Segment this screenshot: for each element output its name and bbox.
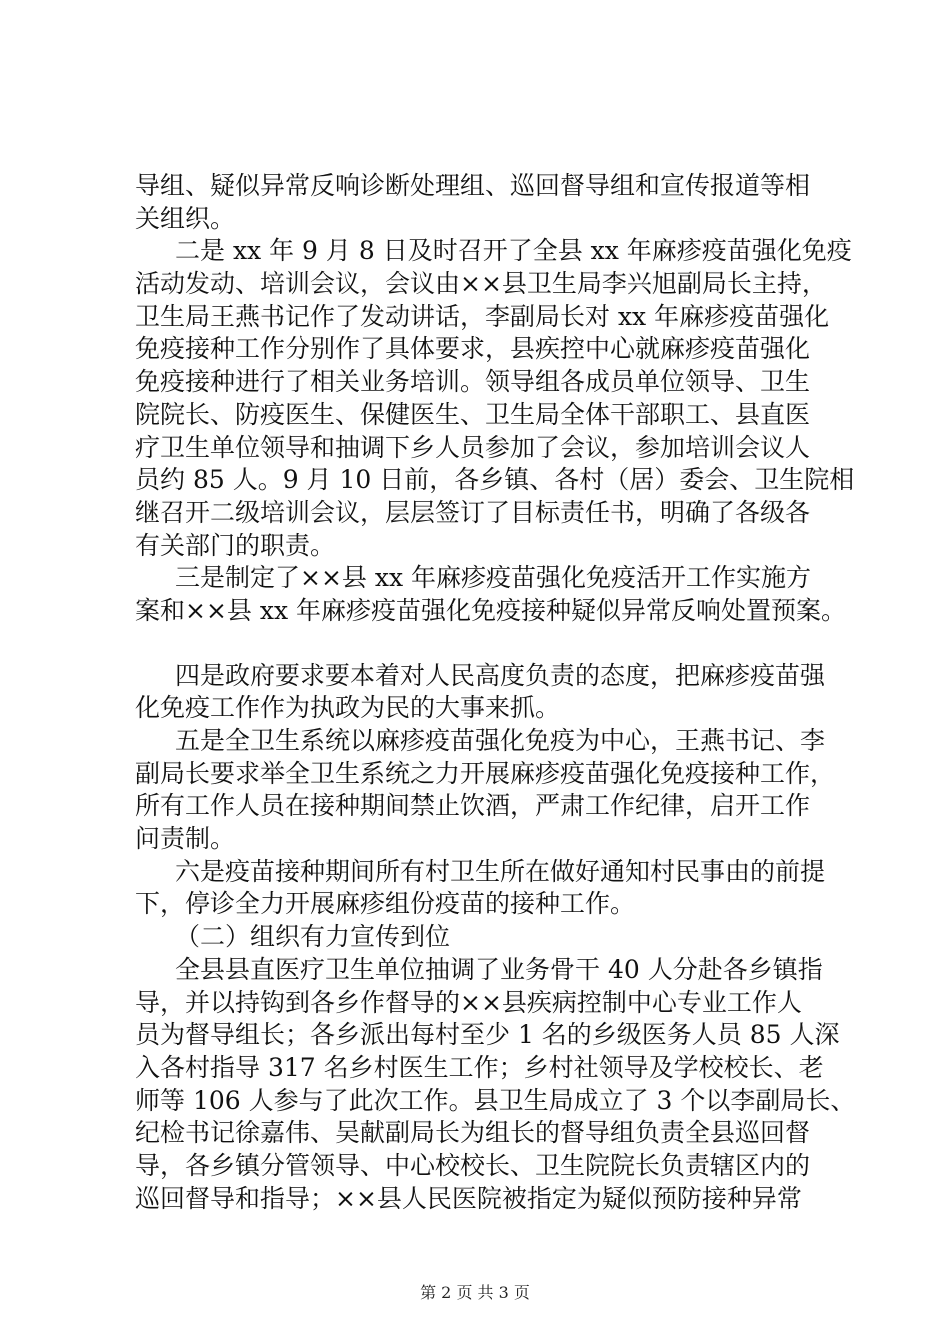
text-line: 全县县直医疗卫生单位抽调了业务骨干 40 人分赴各乡镇指 xyxy=(175,954,823,984)
text-line: 四是政府要求要本着对人民高度负责的态度，把麻疹疫苗强 xyxy=(175,660,826,690)
text-line: 三是制定了××县 xx 年麻疹疫苗强化免疫活开工作实施方 xyxy=(175,563,811,593)
text-line: 问责制。 xyxy=(135,824,236,854)
text-line: 案和××县 xx 年麻疹疫苗强化免疫接种疑似异常反响处置预案。 xyxy=(135,595,846,625)
text-line: 免疫接种进行了相关业务培训。领导组各成员单位领导、卫生 xyxy=(135,367,811,397)
page-footer: 第 2 页 共 3 页 xyxy=(420,1283,530,1302)
text-line: 导，各乡镇分管领导、中心校校长、卫生院院长负责辖区内的 xyxy=(135,1150,811,1180)
text-line: 员为督导组长；各乡派出每村至少 1 名的乡级医务人员 85 人深 xyxy=(135,1020,840,1050)
text-line: 纪检书记徐嘉伟、吴献副局长为组长的督导组负责全县巡回督 xyxy=(135,1118,811,1148)
text-line: 有关部门的职责。 xyxy=(135,530,336,560)
text-line: 六是疫苗接种期间所有村卫生所在做好通知村民事由的前提 xyxy=(175,856,826,886)
text-line: 活动发动、培训会议，会议由××县卫生局李兴旭副局长主持， xyxy=(135,269,827,299)
text-line: 二是 xx 年 9 月 8 日及时召开了全县 xx 年麻疹疫苗强化免疫 xyxy=(175,236,852,266)
text-line: 副局长要求举全卫生系统之力开展麻疹疫苗强化免疫接种工作， xyxy=(135,758,836,788)
text-line: 院院长、防疫医生、保健医生、卫生局全体干部职工、县直医 xyxy=(135,399,811,429)
text-line: 关组织。 xyxy=(135,203,236,233)
text-line: 入各村指导 317 名乡村医生工作；乡村社领导及学校校长、老 xyxy=(135,1052,824,1082)
text-line: 化免疫工作作为执政为民的大事来抓。 xyxy=(135,693,561,723)
text-line: 导，并以持钩到各乡作督导的××县疾病控制中心专业工作人 xyxy=(135,987,802,1017)
text-line: 所有工作人员在接种期间禁止饮酒，严肃工作纪律，启开工作 xyxy=(135,791,811,821)
blank-line xyxy=(135,628,855,660)
text-line: 五是全卫生系统以麻疹疫苗强化免疫为中心，王燕书记、李 xyxy=(175,726,826,755)
text-line: 卫生局王燕书记作了发动讲话，李副局长对 xx 年麻疹疫苗强化 xyxy=(135,301,830,331)
text-line: 继召开二级培训会议，层层签订了目标责任书，明确了各级各 xyxy=(135,497,811,527)
text-line: 下，停诊全力开展麻疹组份疫苗的接种工作。 xyxy=(135,889,636,919)
text-line: 师等 106 人参与了此次工作。县卫生局成立了 3 个以李副局长、 xyxy=(135,1085,856,1115)
text-line: 导组、疑似异常反响诊断处理组、巡回督导组和宣传报道等相 xyxy=(135,171,811,200)
document-body xyxy=(135,170,855,1215)
text-line: （二）组织有力宣传到位 xyxy=(175,922,451,952)
text-line: 疗卫生单位领导和抽调下乡人员参加了会议，参加培训会议人 xyxy=(135,432,811,462)
text-line: 免疫接种工作分别作了具体要求，县疾控中心就麻疹疫苗强化 xyxy=(135,334,811,364)
text-line: 员约 85 人。9 月 10 日前，各乡镇、各村（居）委会、卫生院相 xyxy=(135,465,855,495)
text-line: 巡回督导和指导；××县人民医院被指定为疑似预防接种异常 xyxy=(135,1183,802,1213)
